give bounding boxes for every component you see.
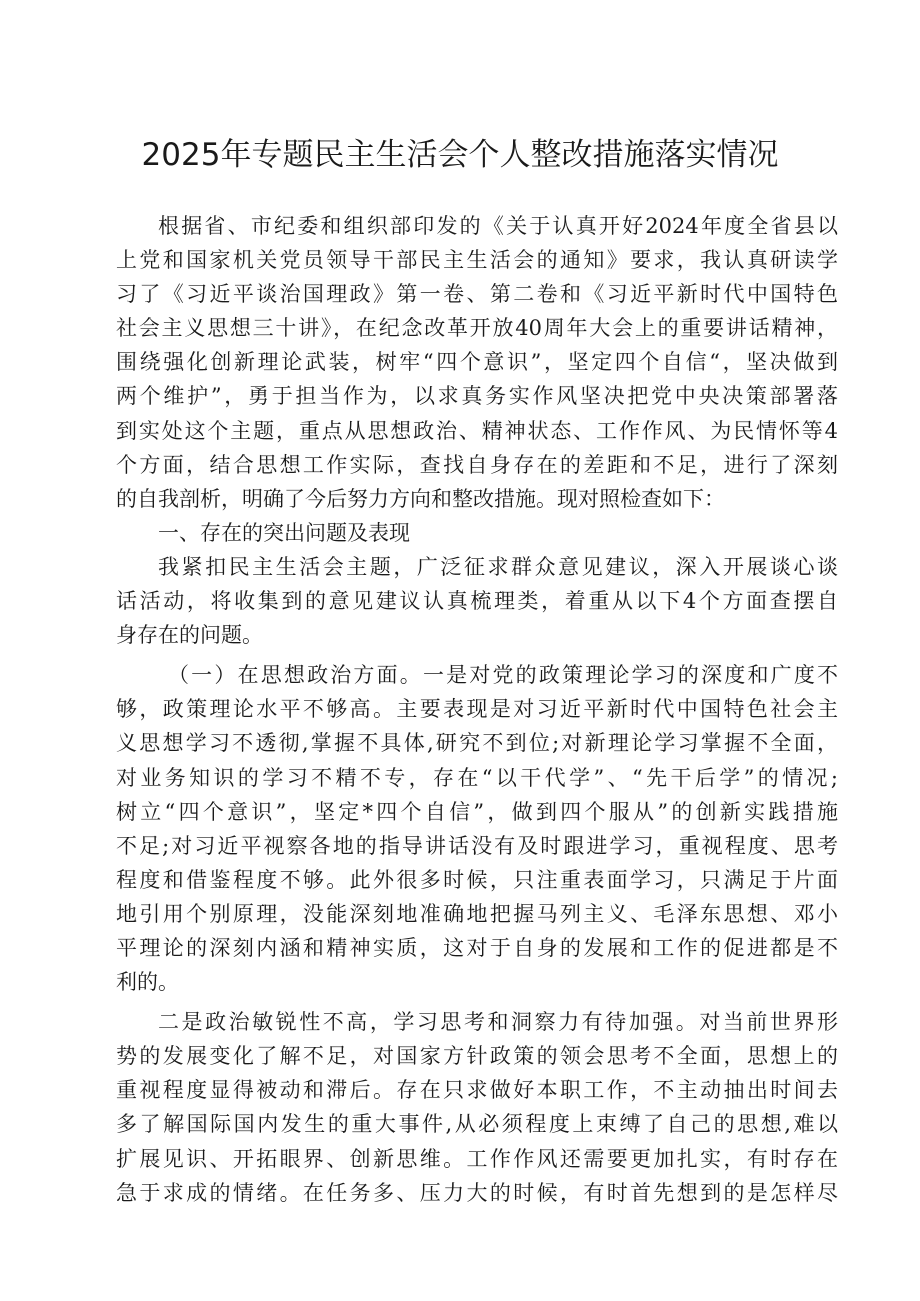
paragraph-line: 多了解国际国内发生的重大事件,从必须程度上束缚了自己的思想,难以 [116,1112,838,1137]
paragraph-line: 势的发展变化了解不足，对国家方针政策的领会思考不全面，思想上的 [116,1044,838,1069]
paragraph-line: 二是政治敏锐性不高，学习思考和洞察力有待加强。对当前世界形 [158,1010,838,1035]
paragraph-line: 习了《习近平谈治国理政》第一卷、第二卷和《习近平新时代中国特色 [116,282,838,307]
document-body [116,209,838,1210]
paragraph-line: 利的。 [116,970,179,995]
paragraph-line: 树立“四个意识”，坚定*四个自信”，做到四个服从”的创新实践措施 [116,799,838,824]
paragraph-line: 重视程度显得被动和滞后。存在只求做好本职工作，不主动抽出时间去 [116,1078,838,1103]
paragraph-line: 我紧扣民主生活会主题，广泛征求群众意见建议，深入开展谈心谈 [158,554,838,579]
paragraph-line: 两个维护”，勇于担当作为，以求真务实作风坚决把党中央决策部署落 [116,384,838,409]
paragraph-line: 个方面，结合思想工作实际，查找自身存在的差距和不足，进行了深刻 [116,452,838,477]
paragraph-line: 不足;对习近平视察各地的指导讲话没有及时跟进学习，重视程度、思考 [116,833,838,858]
paragraph-line: 程度和借鉴程度不够。此外很多时候，只注重表面学习，只满足于片面 [116,867,838,892]
paragraph-line: 平理论的深刻内涵和精神实质，这对于自身的发展和工作的促进都是不 [116,935,838,960]
subsection1-paragraph [116,658,838,999]
paragraph-line: 义思想学习不透彻,掌握不具体,研究不到位;对新理论学习掌握不全面， [116,731,838,756]
paragraph-line: 够，政策理论水平不够高。主要表现是对习近平新时代中国特色社会主 [116,697,838,722]
paragraph-line: 上党和国家机关党员领导干部民主生活会的通知》要求，我认真研读学 [116,248,838,273]
paragraph-line: 对业务知识的学习不精不专，存在“以干代学”、“先干后学”的情况; [116,765,838,790]
paragraph-line: 社会主义思想三十讲》，在纪念改革开放40周年大会上的重要讲话精神， [116,316,838,341]
paragraph-line: 话活动，将收集到的意见建议认真梳理类，着重从以下4个方面查摆自 [116,589,838,614]
document-title: 2025年专题民主生活会个人整改措施落实情况 [141,137,779,173]
section1-paragraph [116,550,838,652]
paragraph-line: 急于求成的情绪。在任务多、压力大的时候，有时首先想到的是怎样尽 [116,1180,838,1205]
section-heading: 一、存在的突出问题及表现 [158,520,410,545]
paragraph-line: 扩展见识、开拓眼界、创新思维。工作作风还需要更加扎实，有时存在 [116,1146,838,1171]
paragraph-line: 身存在的问题。 [116,623,263,648]
paragraph-line: 的自我剖析，明确了今后努力方向和整改措施。现对照检查如下： [116,486,725,511]
paragraph-line: 根据省、市纪委和组织部印发的《关于认真开好2024年度全省县以 [158,214,838,238]
paragraph-line: 到实处这个主题，重点从思想政治、精神状态、工作作风、为民情怀等4 [116,418,838,443]
paragraph-line: 围绕强化创新理论武装，树牢“四个意识”，坚定四个自信“，坚决做到 [116,350,838,375]
intro-paragraph [116,209,838,516]
paragraph-line: 地引用个别原理，没能深刻地准确地把握马列主义、毛泽东思想、邓小 [116,901,838,926]
point2-paragraph [116,1005,838,1210]
paragraph-line: （一）在思想政治方面。一是对党的政策理论学习的深度和广度不 [168,663,838,688]
